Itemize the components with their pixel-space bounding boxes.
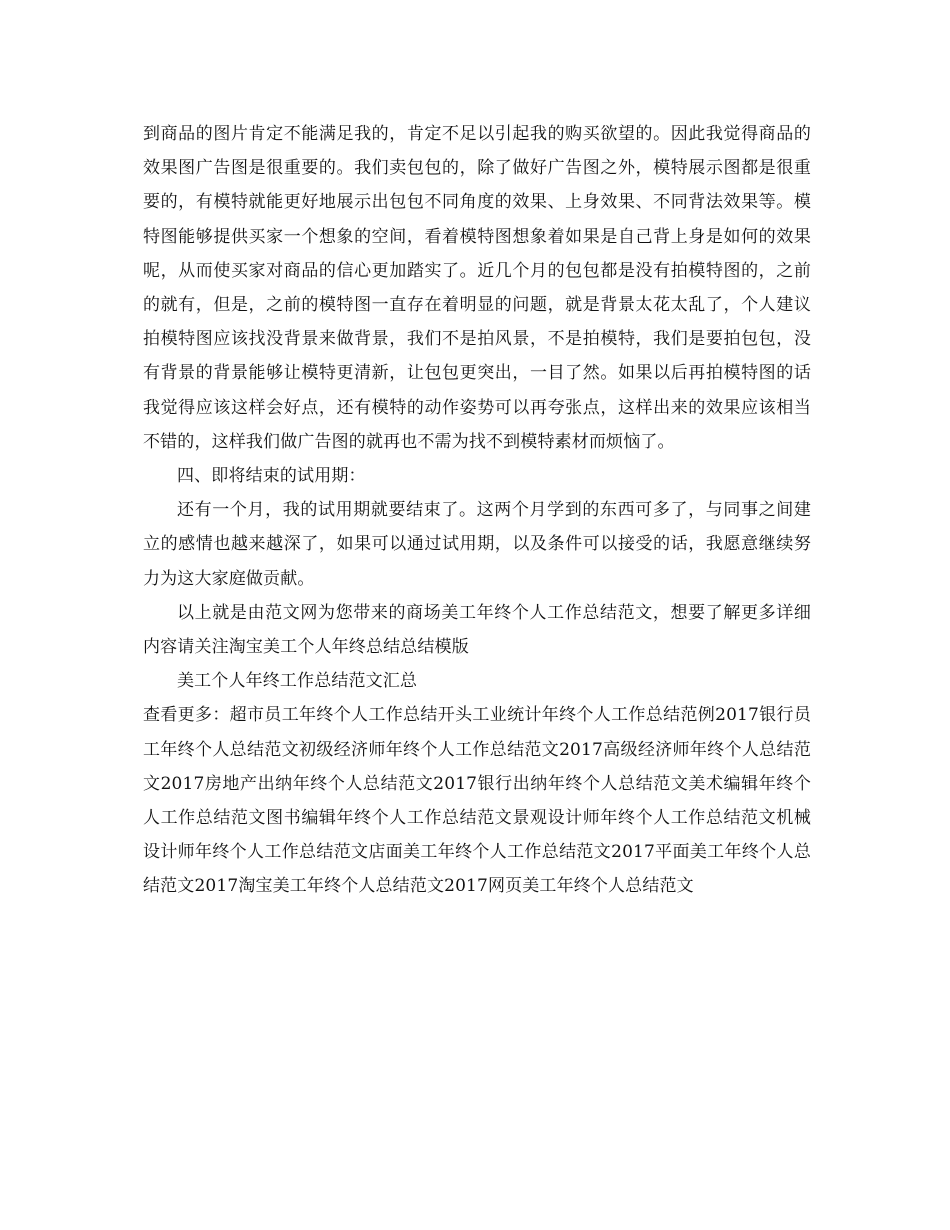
- paragraph-model-photos: 到商品的图片肯定不能满足我的，肯定不足以引起我的购买欲望的。因此我觉得商品的效果图广告图是很重要的。我们卖包包的，除了做好广告图之外，模特展示图都是很重要的，有模特就能更好地展示出包包不同角度的效果、上身效果、不同背法效果等。模特图能够提供买家一个想象的空间，看着模特图想象着如果是自己背上身是如何的效果呢，从而使买家对商品的信心更加踏实了。近几个月的包包都是没有拍模特图的，之前的就有，但是，之前的模特图一直存在着明显的问题，就是背景太花太乱了，个人建议拍模特图应该找没背景来做背景，我们不是拍风景，不是拍模特，我们是要拍包包，没有背景的背景能够让模特更清新，让包包更突出，一目了然。如果以后再拍模特图的话我觉得应该这样会好点，还有模特的动作姿势可以再夸张点，这样出来的效果应该相当不错的，这样我们做广告图的就再也不需为找不到模特素材而烦恼了。: [143, 124, 811, 452]
- paragraph-summary-title: 美工个人年终工作总结范文汇总: [177, 671, 418, 692]
- paragraph-see-more: 查看更多：超市员工年终个人工作总结开头工业统计年终个人工作总结范例2017银行员工年终个人总结范文初级经济师年终个人工作总结范文2017高级经济师年终个人总结范文2017房地产出纳年终个人总结范文2017银行出纳年终个人总结范文美术编辑年终个人工作总结范文图书编辑年终个人工作总结范文景观设计师年终个人工作总结范文机械设计师年终个人工作总结范文店面美工年终个人工作总结范文2017平面美工年终个人总结范文2017淘宝美工年终个人总结范文2017网页美工年终个人总结范文: [143, 705, 811, 897]
- section-heading-probation: 四、即将结束的试用期：: [177, 466, 366, 487]
- paragraph-probation: 还有一个月，我的试用期就要结束了。这两个月学到的东西可多了，与同事之间建立的感情也越来越深了，如果可以通过试用期，以及条件可以接受的话，我愿意继续努力为这大家庭做贡献。: [143, 500, 811, 589]
- paragraph-closing: 以上就是由范文网为您带来的商场美工年终个人工作总结范文，想要了解更多详细内容请关注淘宝美工个人年终总结总结模版: [143, 602, 811, 658]
- document-page: [143, 117, 811, 904]
